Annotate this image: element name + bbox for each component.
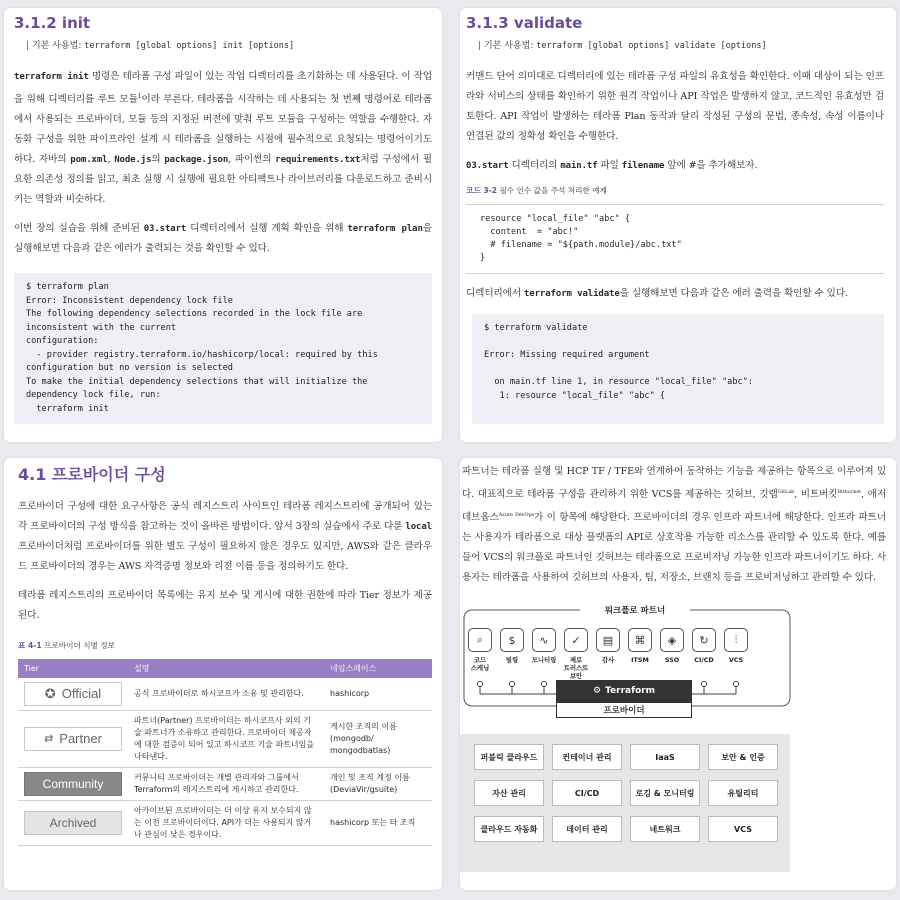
code-caption [466, 185, 884, 196]
table-row [18, 678, 432, 711]
paragraph-validate-2 [466, 156, 884, 176]
workflow-icon-label: VCS [728, 656, 744, 665]
tier-badge-archived: Archived [24, 811, 122, 835]
section-text: 프로바이더 구성 [51, 465, 166, 484]
tier-cell [18, 711, 128, 768]
tier-cell [18, 801, 128, 846]
column-header: 설명 [128, 659, 324, 678]
paragraph-init-2 [14, 219, 432, 259]
workflow-icon-7: ↻ [692, 628, 716, 652]
workflow-icon-5: ⌘ [628, 628, 652, 652]
panel-init [4, 8, 442, 442]
text-run: 프로바이더 구성에 대한 요구사항은 공식 레지스트리 사이트인 테라폼 레지스트리에 공개되어 있는 각 프로바이더의 구성 방식을 참고하는 것이 올바른 방법이다. 앞서 3장의 실습에서 주로 다룬 [18, 501, 432, 532]
workflow-icon-label: 빌링 [505, 656, 519, 665]
section-number: 4.1 [18, 465, 47, 484]
workflow-icon-8: ⫶ [724, 628, 748, 652]
text-run: 명령은 테라폼 구성 파일이 있는 작업 디렉터리를 초기화하는 데 사용된다. 이 작업을 위해 디렉터리를 루트 모듈 [14, 71, 432, 106]
text-run: , 비트버킷 [794, 489, 838, 501]
infra-category-box: 유틸리티 [708, 780, 778, 806]
code-block-validate: $ terraform validate Error: Missing required argument on main.tf line 1, in resource "local_file" "abc": 1: resource "local_file" "abc" { [472, 314, 884, 424]
desc-cell: 커뮤니티 프로바이더는 개별 관리자와 그룹에서 Terraform의 레지스트리에 게시하고 관리한다. [128, 768, 324, 801]
inline-code: package.json [164, 155, 229, 166]
workflow-icon-label: 감사 [601, 656, 615, 665]
usage-line: | 기본 사용법: terraform [global options] validate [options] [478, 41, 767, 51]
text-run: 파일 [597, 160, 622, 171]
tier-table [18, 659, 432, 846]
award-icon: ✪ [44, 686, 56, 701]
infra-category-box: 클라우드 자동화 [474, 816, 544, 842]
namespace-cell: hashicorp 또는 타 조직 [324, 801, 432, 846]
infra-category-box: 데이터 관리 [552, 816, 622, 842]
tier-cell [18, 678, 128, 711]
footnote-mark: 1 [137, 93, 142, 100]
inline-code: filename [621, 161, 665, 171]
workflow-icon-4: ▤ [596, 628, 620, 652]
code-block-plan: $ terraform plan Error: Inconsistent dependency lock file The following dependency selections recorded in the lock file are inconsistent with the current configuration: - provider registry.terraform.io/hashicorp/local: required by this configuration but no version is selected To make the initial dependency selections that will initialize the dependency lock file, run: terraform init [14, 273, 432, 424]
workflow-icon-2: ∿ [532, 628, 556, 652]
tier-cell [18, 768, 128, 801]
workflow-icon-0: ⌕ [468, 628, 492, 652]
panel-provider-config [4, 458, 442, 890]
infra-category-box: 네트워크 [630, 816, 700, 842]
caption-text: 필수 인수 값을 주석 처리한 예제 [497, 186, 607, 195]
tier-label: Partner [59, 731, 102, 746]
desc-cell: 아카이브된 프로바이더는 더 이상 유지 보수되지 않는 이전 프로바이더이다. API가 더는 사용되지 않거나 관심이 낮은 경우이다. [128, 801, 324, 846]
text-run: 을 실행해보면 다음과 같은 에러 출력을 확인할 수 있다. [619, 288, 848, 299]
paragraph-validate-3 [466, 284, 884, 304]
text-run: 이라 부른다. 테라폼을 시작하는 데 사용되는 첫 번째 명령어로 테라폼에서 사용되는 프로바이더, 모듈 등의 지정된 버전에 맞춰 루트 모듈을 구성하는 역할을 수행한다. 자동화 구성을 위한 파이프라인 설계 시 테라폼을 실행하는 시점에 필수적으로 요청되는 명령어이기도 하다. 자바의 [14, 94, 433, 166]
workflow-icon-6: ◈ [660, 628, 684, 652]
partner-diagram [460, 602, 896, 872]
inline-code: 03.start [466, 161, 509, 171]
text-run: 이번 장의 실습을 위해 준비된 [14, 223, 144, 235]
column-header: 네임스페이스 [324, 659, 432, 678]
namespace-cell: 게시한 조직의 이름 (mongodb/ mongodbatlas) [324, 711, 432, 768]
namespace-cell: 개인 및 조직 계정 이름 (DeviaVir/gsuite) [324, 768, 432, 801]
workflow-icon-3: ✓ [564, 628, 588, 652]
code-block-resource: resource "local_file" "abc" { content = "abc!" # filename = "${path.module}/abc.txt" } [466, 204, 884, 274]
superscript: Bitbucket [837, 489, 862, 495]
desc-cell: 공식 프로바이더로 하시코프가 소유 및 관리한다. [128, 678, 324, 711]
text-run: 디렉터리에서 [466, 288, 524, 299]
table-header-row [18, 659, 432, 678]
workflow-icon-label: 제로 트러스트 보안 [563, 656, 589, 681]
infra-category-box: 컨테이너 관리 [552, 744, 622, 770]
paragraph-init-1: terraform init 명령은 테라폼 구성 파일이 있는 작업 디렉터리를 초기화하는 데 사용된다. 이 작업을 위해 디렉터리를 루트 모듈$^1$이라 부른다. 테라폼을 시작하는 데 사용되는 첫 번째 명령어로 테라폼에서 사용되는 프로바이더, 모듈 등의 지정된 버전에 맞춰 루트 모듈을 구성하는 역할을 수행한다. 자동화 구성을 위한 파이프라인 설계 시 테라폼을 실행하는 시점에 필수적으로 요청되는 명령어이기도 하다. 자바의 pom.xml, Node.js의 package.json, 파이썬의 requirements.txt처럼 구성에서 필요한 의존성 정의를 읽고, 최초 실행 시 실행에 필요한 아티팩트나 라이브러리를 다운로드하고 준비시키는 역할과 비슷하다. [14, 71, 433, 206]
text-run: 가 이 항목에 해당한다. 프로바이더의 경우 인프라 파트너에 해당한다. 인프라 파트너는 사용자가 테라폼으로 대상 플랫폼의 API로 상호작용 가능한 리소스를 관리할 수 있도록 한다. 예를 들어 VCS의 워크플로 파트너인 깃허브는 테라폼으로 프로비저닝 가능한 인프라 파트너이기도 하다. 사용자는 테라폼을 사용하여 깃허브의 사용자, 팀, 저장소, 브랜치 등을 프로비저닝하고 관리할 수 있다. [462, 512, 886, 584]
usage-command: terraform [global options] init [options] [84, 41, 295, 51]
infra-category-box: VCS [708, 816, 778, 842]
caption-label: 코드 3-2 [466, 186, 498, 195]
usage-label: 기본 사용법: [32, 41, 82, 51]
section-title-provider [18, 462, 432, 485]
usage-line: | 기본 사용법: terraform [global options] init [options] [26, 41, 295, 51]
tier-badge-community: Community [24, 772, 122, 796]
panel-validate [460, 8, 896, 442]
paragraph-validate-1: 커맨드 단어 의미대로 디렉터리에 있는 테라폼 구성 파일의 유효성을 확인한다. 이때 대상이 되는 인프라와 서비스의 상태를 확인하기 위한 원격 작업이나 API 작업은 발생하지 않고, 코드적인 유효성만 검토한다. API 작업이 발생하는 테라폼 Plan 동작과 달리 작성된 구성의 문법, 종속성, 속성 이름이나 연결된 값의 정확성 확인을 수행한다. [466, 71, 884, 142]
inline-code: local [405, 522, 432, 532]
infra-category-box: 로깅 & 모니터링 [630, 780, 700, 806]
inline-code: terraform init [14, 72, 89, 82]
workflow-icon-label: 코드 스캐닝 [470, 656, 490, 673]
caption-label: 표 4-1 [18, 641, 42, 650]
workflow-icon-label: SSO [664, 656, 680, 665]
section-title-init: 3.1.2 init [14, 14, 91, 32]
inline-code: requirements.txt [275, 155, 361, 166]
panel-partners [460, 458, 896, 890]
infra-category-box: 보안 & 인증 [708, 744, 778, 770]
desc-cell: 파트너(Partner) 프로바이더는 하시코프사 외의 기술 파트너가 소유하고 관리한다. 프로바이더 제공자에 대한 검증이 되어 있고 하시코프 기술 파트너임을 나타낸다. [128, 711, 324, 768]
text-run: 파트너는 테라폼 실행 및 HCP TF / TFE와 연계하여 동작하는 기능을 제공하는 항목으로 이루어져 있다. 대표적으로 테라폼 구성을 관리하기 위한 VCS를 제공하는 깃허브, 깃랩 [462, 466, 886, 501]
terraform-label: Terraform [605, 686, 655, 697]
column-header: Tier [18, 659, 128, 678]
inline-code: main.tf [560, 161, 598, 171]
caption-text: 프로바이더 식별 정보 [41, 641, 115, 650]
handshake-icon: ⇄ [44, 733, 54, 745]
tier-badge-partner [24, 727, 122, 751]
superscript: GitLab [777, 489, 795, 495]
tier-label: Official [61, 686, 102, 701]
connector-dot [734, 682, 739, 687]
table-row [18, 768, 432, 801]
inline-code: terraform plan [347, 224, 423, 235]
connector-dot [510, 682, 515, 687]
workflow-icon-label: CI/CD [694, 656, 714, 665]
usage-command: terraform [global options] validate [options] [536, 41, 767, 51]
workflow-icon-1: $ [500, 628, 524, 652]
connector-dot [478, 682, 483, 687]
terraform-logo-icon: ⚙ [593, 686, 602, 697]
section-title-validate: 3.1.3 validate [466, 14, 583, 32]
provider-label-box: 프로바이더 [556, 702, 692, 718]
workflow-icon-label: ITSM [631, 656, 649, 665]
text-run: 을 실행해보면 다음과 같은 에러가 출력되는 것을 확인할 수 있다. [14, 223, 432, 255]
text-run: , 파이썬의 [228, 154, 276, 166]
tier-badge-official [24, 682, 122, 706]
inline-code: 03.start [143, 224, 187, 235]
text-run: , 애저 데브옵스 [462, 489, 886, 524]
text-run: 프로바이더처럼 프로바이더를 위한 별도 구성이 필요하지 않은 경우도 있지만, AWS와 같은 클라우드 프로바이더의 경우는 AWS 자격증명 정보와 리전 이름 등을 정의하기도 한다. [18, 541, 432, 572]
inline-code: Node.js [114, 155, 152, 166]
connector-dot [702, 682, 707, 687]
workflow-icon-label: 모니터링 [531, 656, 557, 665]
infra-category-box: 자산 관리 [474, 780, 544, 806]
paragraph-provider-1 [18, 497, 432, 577]
infra-category-box: IaaS [630, 744, 700, 770]
infra-category-box: 퍼블릭 클라우드 [474, 744, 544, 770]
text-run: 앞에 #을 추가해보자. [664, 160, 758, 171]
text-run: 처럼 구성에서 필요한 의존성 정의를 읽고, 최초 실행 시 실행에 필요한 아티팩트나 라이브러리를 다운로드하고 준비시키는 역할과 비슷하다. [14, 154, 432, 206]
table-row [18, 801, 432, 846]
workflow-partner-title: 워크플로 파트너 [580, 604, 690, 616]
namespace-cell: hashicorp [324, 678, 432, 711]
paragraph-provider-2: 테라폼 레지스트리의 프로바이더 목록에는 유지 보수 및 게시에 대한 권한에 따라 Tier 정보가 제공된다. [18, 590, 432, 621]
table-row [18, 711, 432, 768]
superscript: Azure DevOps [498, 512, 535, 519]
paragraph-partners [460, 462, 886, 588]
text-run: 디렉터리에서 실행 계획 확인을 위해 [186, 223, 348, 235]
inline-code: pom.xml [70, 155, 108, 166]
infra-category-box: CI/CD [552, 780, 622, 806]
terraform-box [556, 680, 692, 702]
connector-dot [542, 682, 547, 687]
inline-code: terraform validate [523, 289, 620, 299]
table-caption [18, 640, 432, 651]
text-run: 디렉터리의 [508, 160, 561, 171]
usage-label: 기본 사용법: [484, 41, 534, 51]
